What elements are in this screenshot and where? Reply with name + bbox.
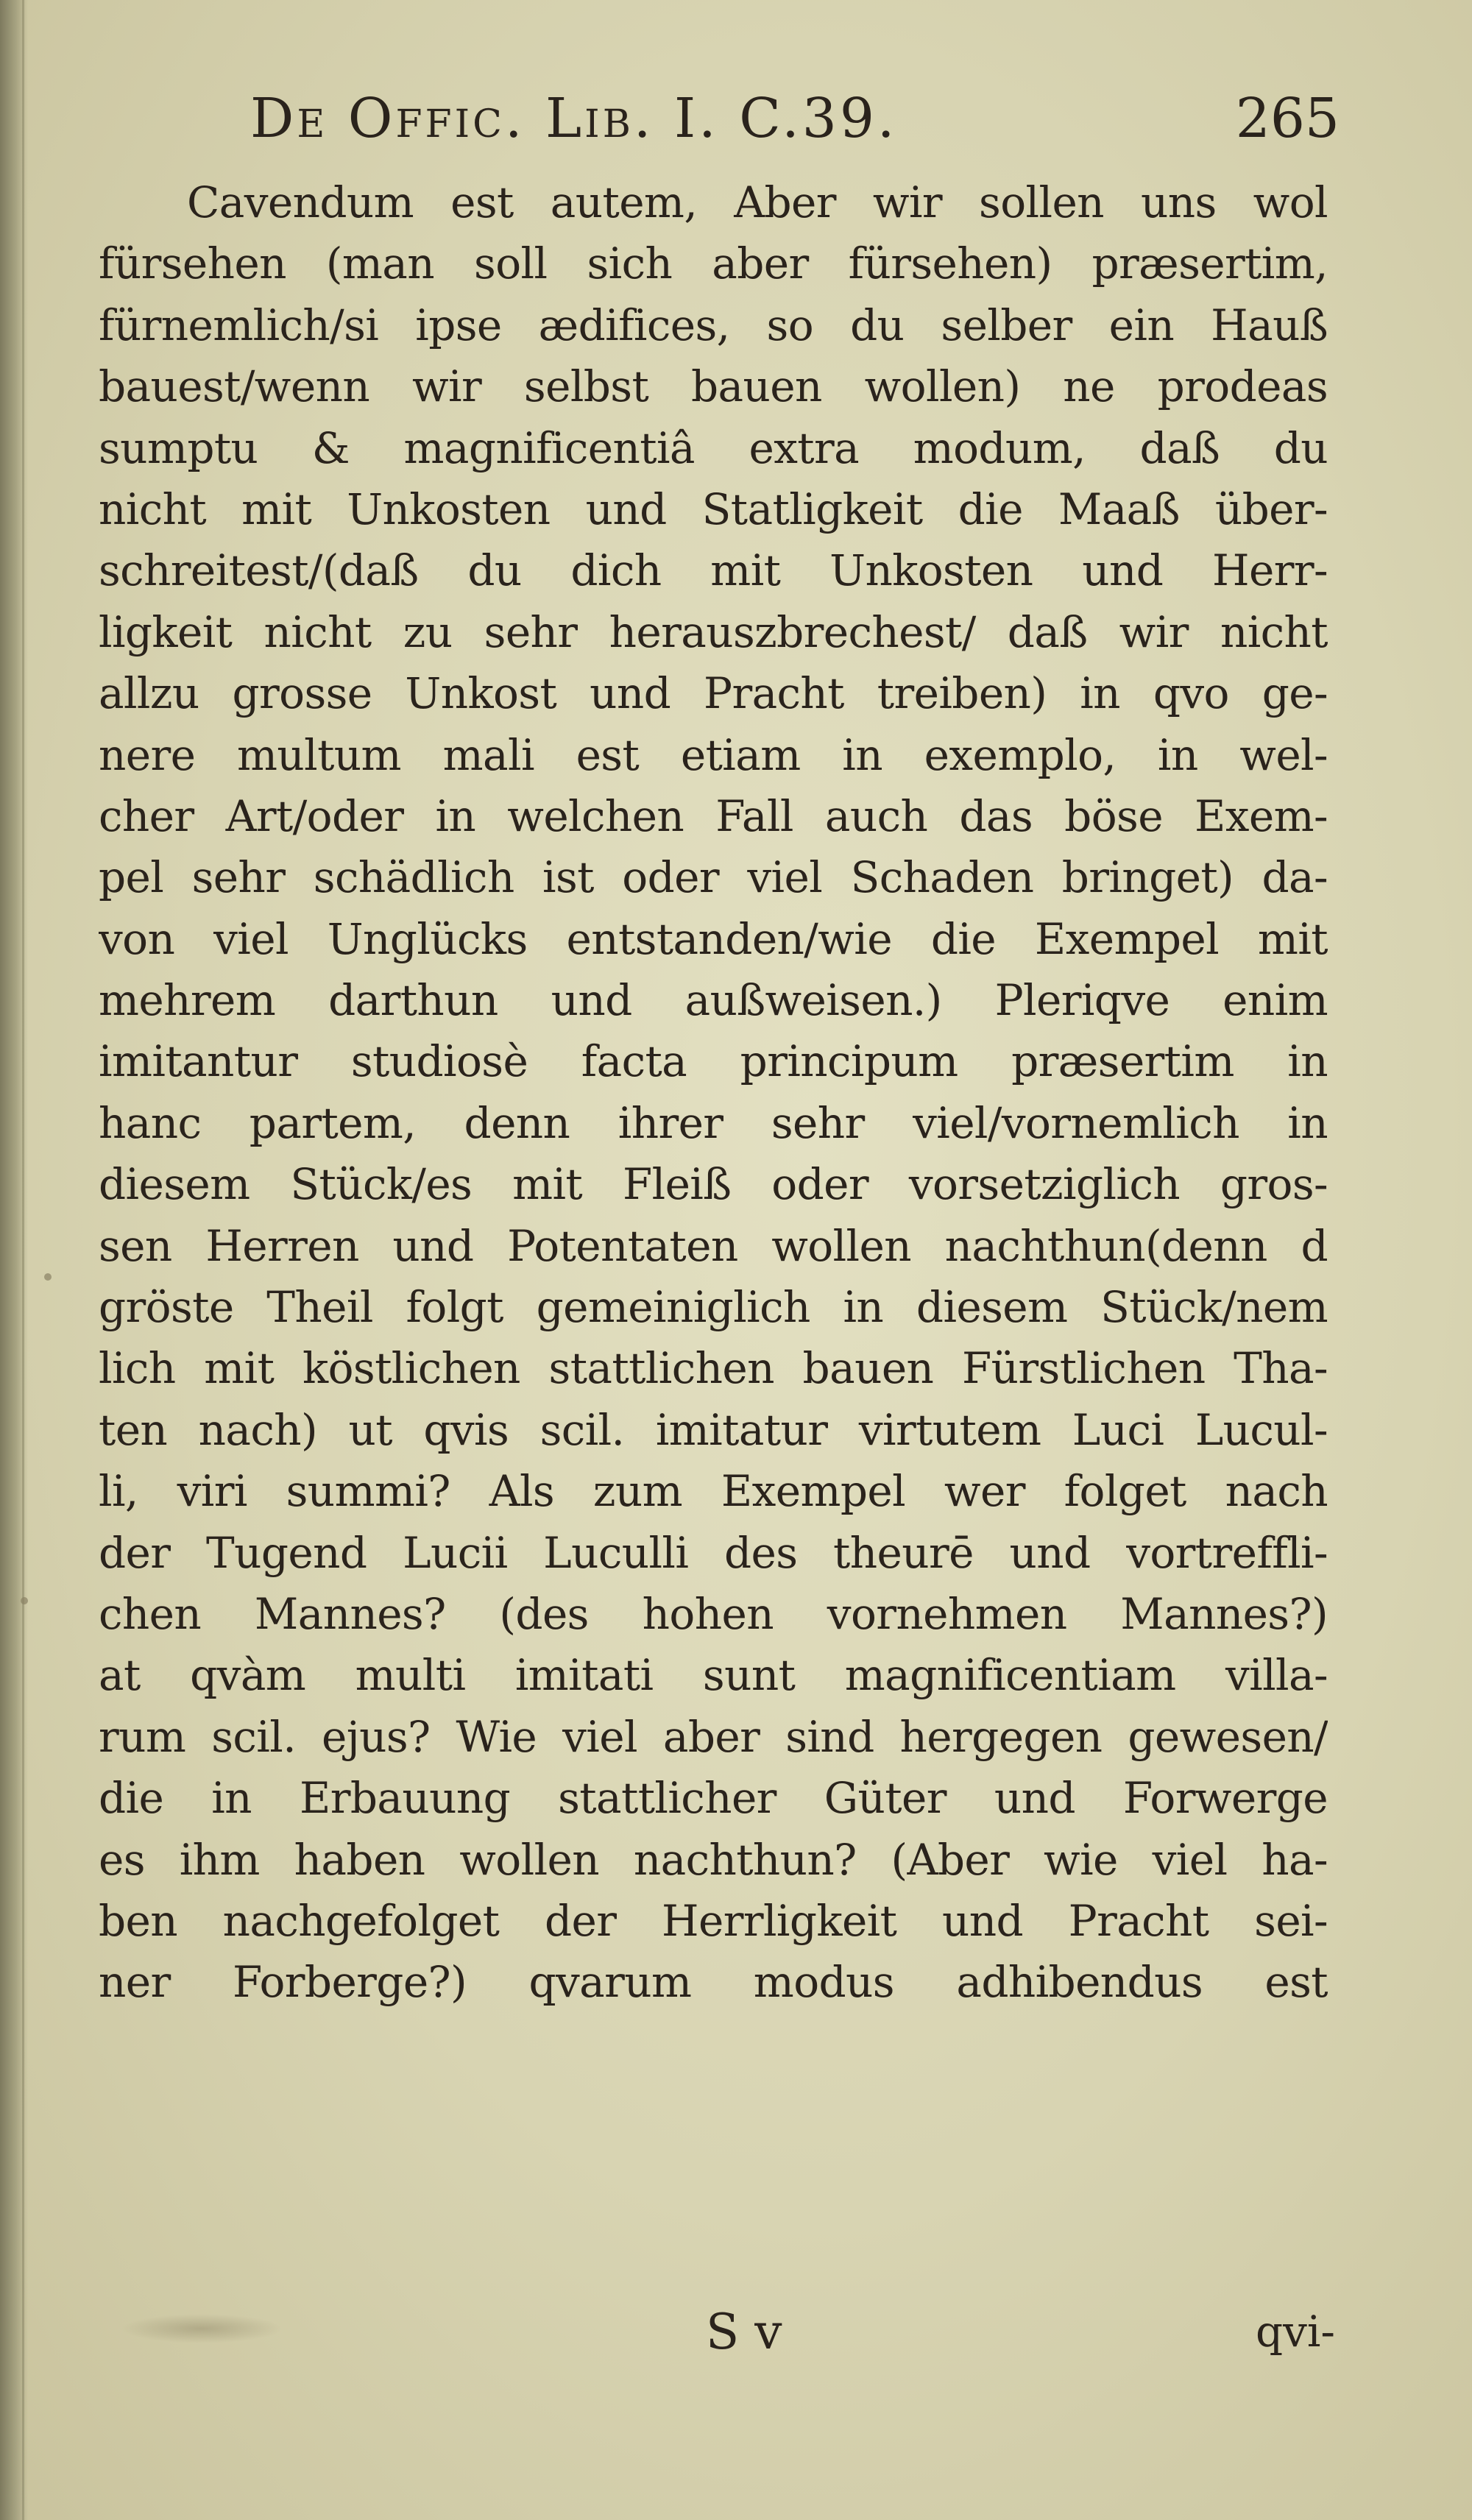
- text-line: lich mit köstlichen stattlichen bauen Fürstlichen Tha-: [99, 1343, 1328, 1394]
- text-line: nicht mit Unkosten und Statligkeit die Maaß über-: [99, 484, 1328, 534]
- page-number: 265: [1235, 87, 1340, 150]
- text-line: chen Mannes? (des hohen vornehmen Mannes?): [99, 1588, 1328, 1639]
- text-line: sen Herren und Potentaten wollen nachthun(denn d: [99, 1220, 1328, 1271]
- page-header: [250, 87, 1340, 168]
- signature-mark: S v: [706, 2304, 782, 2360]
- text-line: von viel Unglücks entstanden/wie die Exempel mit: [99, 913, 1328, 964]
- text-line: fürsehen (man soll sich aber fürsehen) præsertim,: [99, 238, 1328, 289]
- text-line: der Tugend Lucii Luculli des theurē und vortreffli-: [99, 1527, 1328, 1578]
- text-line: ten nach) ut qvis scil. imitatur virtutem Luci Lucul-: [99, 1404, 1328, 1455]
- page-footer: [99, 2304, 1335, 2370]
- text-line: nere multum mali est etiam in exemplo, in wel-: [99, 729, 1328, 780]
- text-line: ner Forberge?) qvarum modus adhibendus est: [99, 1957, 1328, 2008]
- text-line: ben nachgefolget der Herrligkeit und Pracht sei-: [99, 1895, 1328, 1946]
- text-line: schreitest/(daß du dich mit Unkosten und Herr-: [99, 545, 1328, 596]
- text-line: sumptu & magnificentiâ extra modum, daß du: [99, 422, 1328, 473]
- text-line: Cavendum est autem, Aber wir sollen uns wol: [187, 177, 1328, 227]
- text-line: gröste Theil folgt gemeiniglich in diesem Stück/nem: [99, 1282, 1328, 1333]
- text-line: fürnemlich/si ipse ædifices, so du selber ein Hauß: [99, 300, 1328, 350]
- text-line: imitantur studiosè facta principum præsertim in: [99, 1036, 1328, 1087]
- running-title: De Offic. Lib. I. C.39.: [250, 87, 898, 150]
- text-line: mehrem darthun und außweisen.) Pleriqve enim: [99, 975, 1328, 1026]
- text-line: die in Erbauung stattlicher Güter und Forwerge: [99, 1773, 1328, 1824]
- text-line: bauest/wenn wir selbst bauen wollen) ne prodeas: [99, 361, 1328, 412]
- margin-speck: [21, 1597, 28, 1604]
- body-text: [99, 172, 1328, 2014]
- text-line: es ihm haben wollen nachthun? (Aber wie viel ha-: [99, 1834, 1328, 1885]
- text-line: ligkeit nicht zu sehr herauszbrechest/ daß wir nicht: [99, 606, 1328, 657]
- text-line: pel sehr schädlich ist oder viel Schaden bringet) da-: [99, 852, 1328, 903]
- text-line: diesem Stück/es mit Fleiß oder vorsetziglich gros-: [99, 1159, 1328, 1210]
- text-line: allzu grosse Unkost und Pracht treiben) in qvo ge-: [99, 668, 1328, 719]
- catchword: qvi-: [1255, 2307, 1335, 2357]
- text-line: at qvàm multi imitati sunt magnificentiam villa-: [99, 1650, 1328, 1701]
- page-edge: [22, 0, 24, 2520]
- ink-offset-smudge: [121, 2314, 283, 2343]
- text-line: cher Art/oder in welchen Fall auch das böse Exem-: [99, 790, 1328, 841]
- text-line: rum scil. ejus? Wie viel aber sind hergegen gewesen/: [99, 1711, 1328, 1762]
- text-line: li, viri summi? Als zum Exempel wer folget nach: [99, 1466, 1328, 1517]
- margin-speck: [44, 1273, 52, 1281]
- text-line: hanc partem, denn ihrer sehr viel/vornemlich in: [99, 1097, 1328, 1148]
